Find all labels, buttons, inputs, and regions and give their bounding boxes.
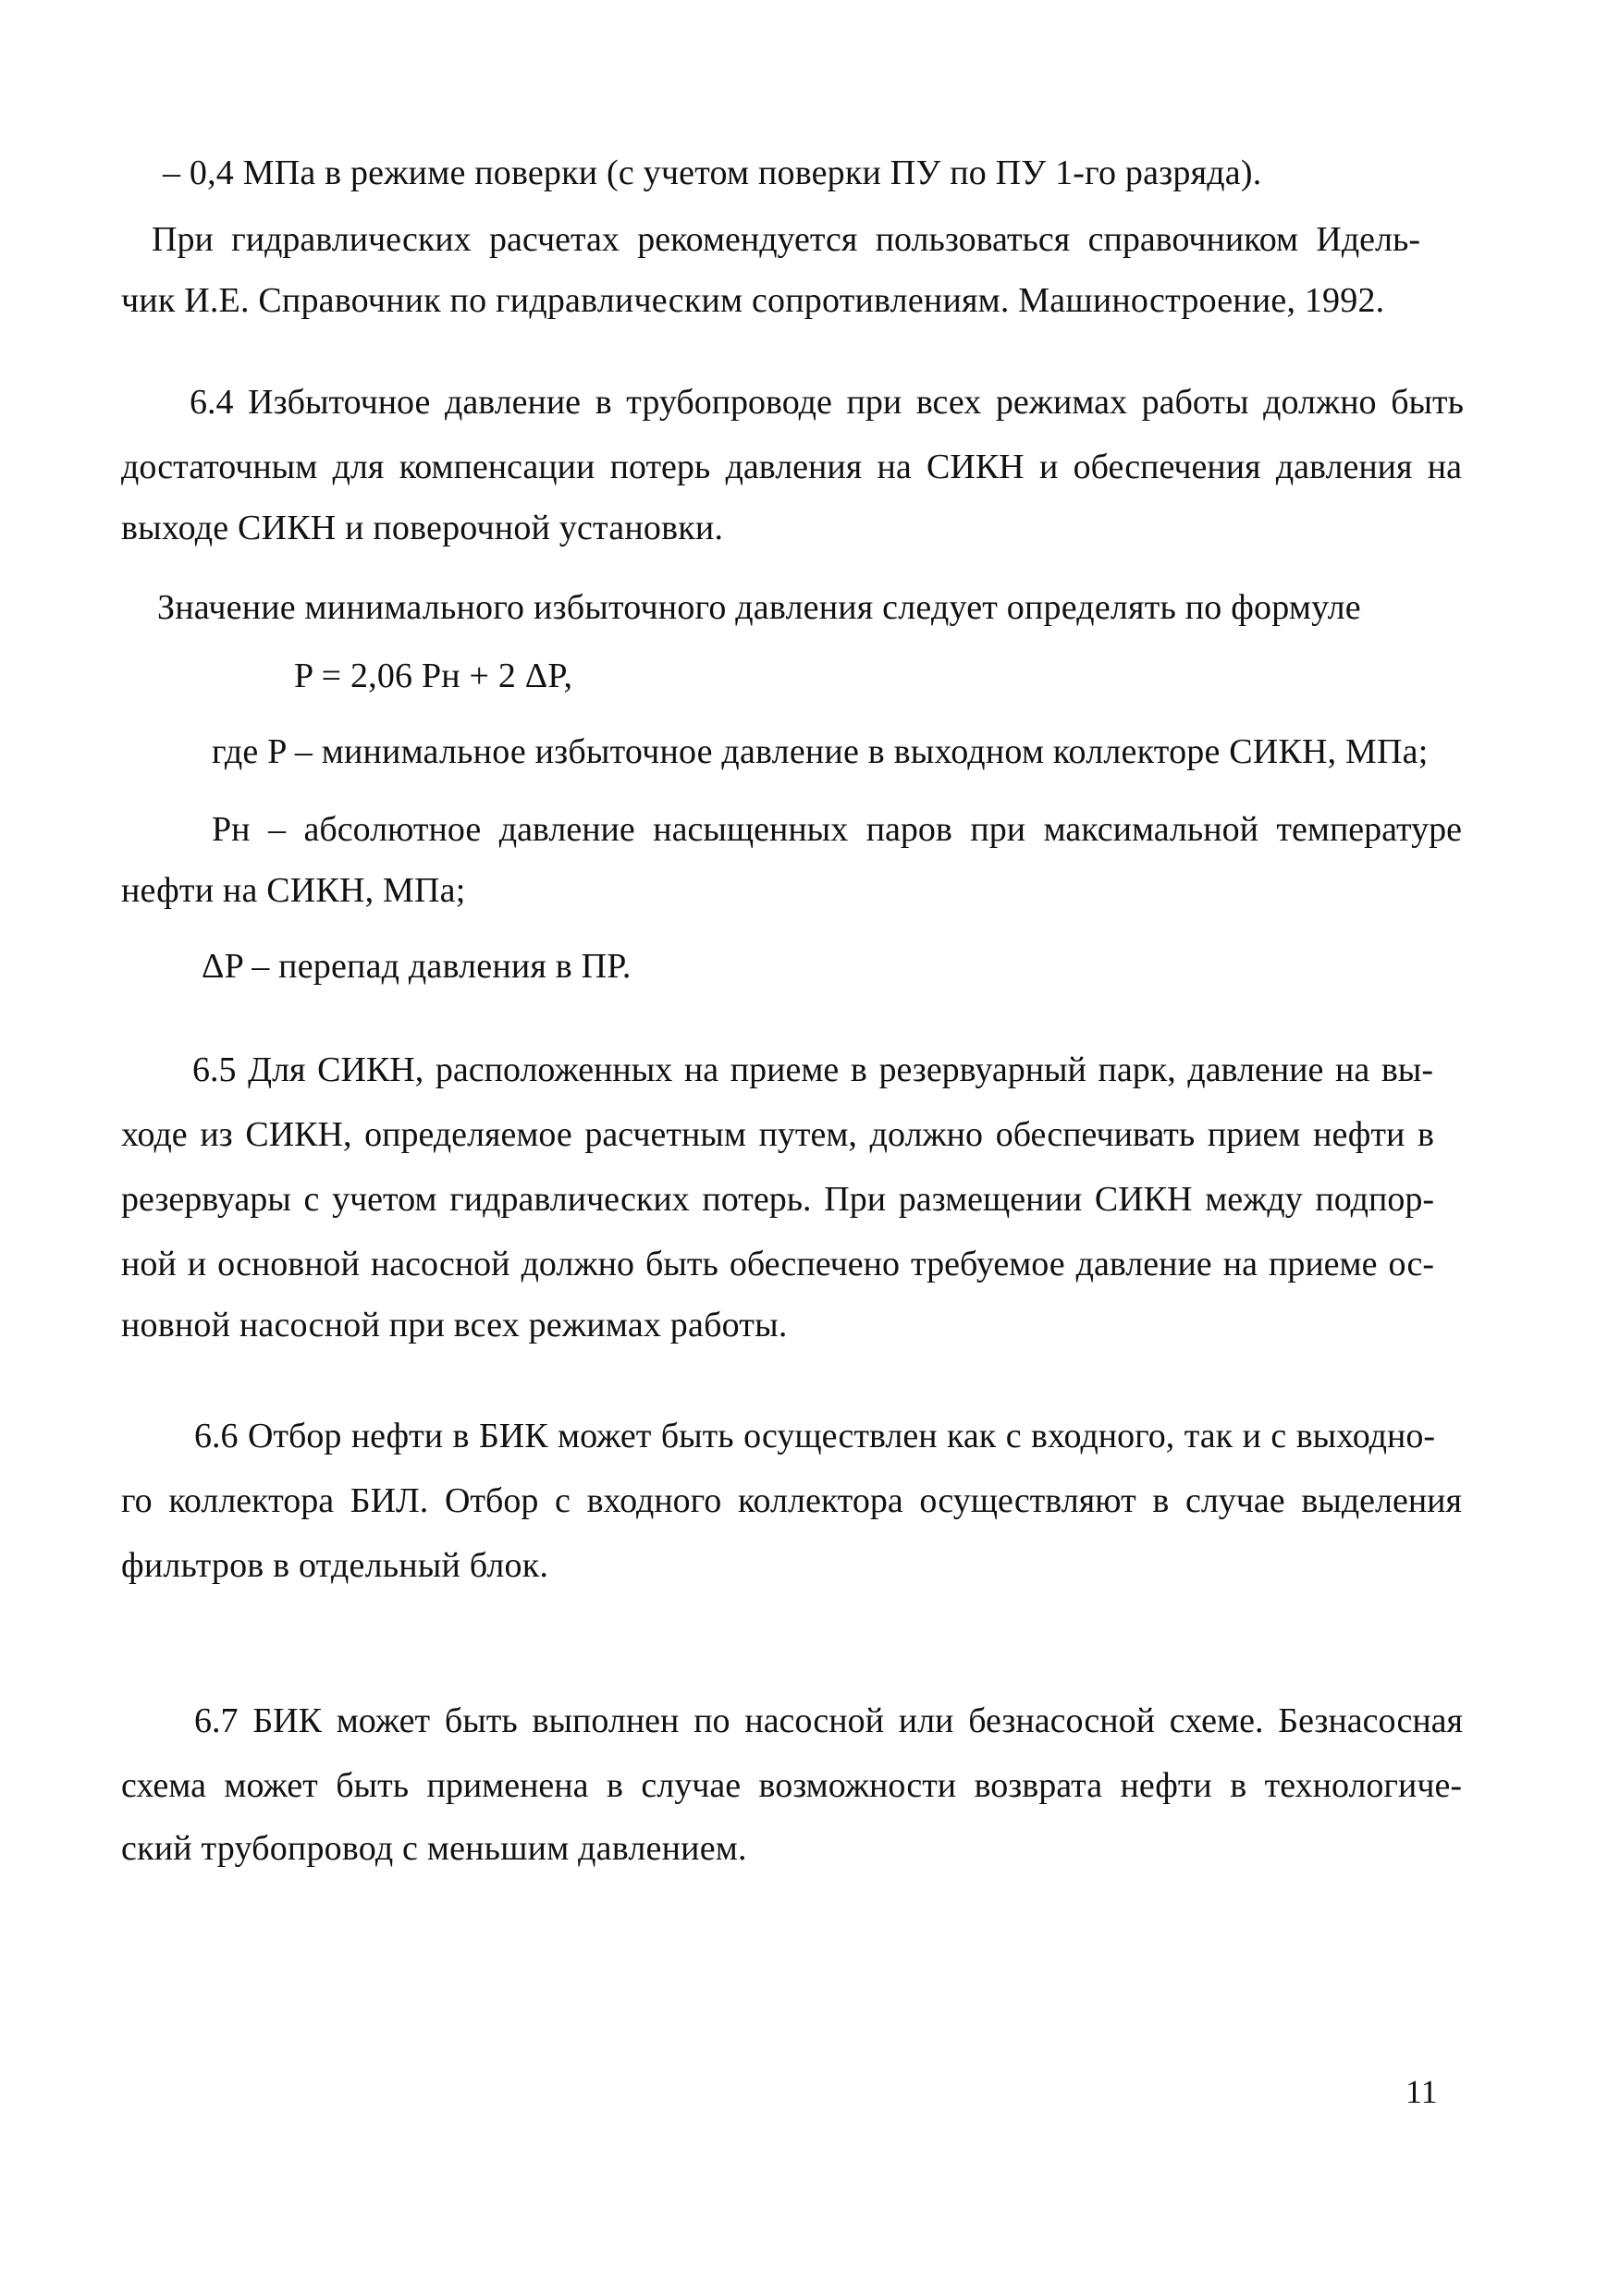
text-line: ΔP – перепад давления в ПР.: [202, 947, 632, 986]
text-line: 6.4 Избыточное давление в трубопроводе при всех режимах работы должно быть: [190, 383, 1464, 422]
text-line: чик И.Е. Справочник по гидравлическим сопротивлениям. Машиностроение, 1992.: [121, 281, 1385, 320]
text-line: ский трубопровод с меньшим давлением.: [121, 1829, 747, 1868]
text-line: выходе СИКН и поверочной установки.: [121, 509, 724, 547]
text-line: При гидравлических расчетах рекомендуется пользоваться справочником Идель-: [152, 220, 1420, 259]
text-line: нефти на СИКН, МПа;: [121, 871, 466, 910]
text-line: резервуары с учетом гидравлических потерь. При размещении СИКН между подпор-: [121, 1180, 1434, 1219]
text-line: фильтров в отдельный блок.: [121, 1546, 549, 1585]
formula: P = 2,06 Pн + 2 ΔP,: [294, 657, 573, 695]
text-line: – 0,4 МПа в режиме поверки (с учетом поверки ПУ по ПУ 1-го разряда).: [163, 153, 1262, 192]
page-number: 11: [1405, 2073, 1438, 2110]
text-line: схема может быть применена в случае возможности возврата нефти в технологиче-: [121, 1766, 1462, 1805]
text-line: где P – минимальное избыточное давление в выходном коллекторе СИКН, МПа;: [212, 732, 1429, 771]
text-line: ной и основной насосной должно быть обеспечено требуемое давление на приеме ос-: [121, 1245, 1434, 1283]
text-line: новной насосной при всех режимах работы.: [121, 1306, 788, 1344]
text-line: 6.7 БИК может быть выполнен по насосной или безнасосной схеме. Безнасосная: [194, 1701, 1463, 1740]
text-line: Pн – абсолютное давление насыщенных паров при максимальной температуре: [212, 810, 1462, 849]
text-line: Значение минимального избыточного давления следует определять по формуле: [157, 588, 1361, 627]
text-line: го коллектора БИЛ. Отбор с входного коллектора осуществляют в случае выделения: [121, 1481, 1462, 1520]
text-line: ходе из СИКН, определяемое расчетным путем, должно обеспечивать прием нефти в: [121, 1115, 1434, 1154]
text-line: достаточным для компенсации потерь давления на СИКН и обеспечения давления на: [121, 448, 1462, 486]
text-line: 6.5 Для СИКН, расположенных на приеме в резервуарный парк, давление на вы-: [192, 1050, 1433, 1089]
text-line: 6.6 Отбор нефти в БИК может быть осуществлен как с входного, так и с выходно-: [194, 1417, 1435, 1455]
